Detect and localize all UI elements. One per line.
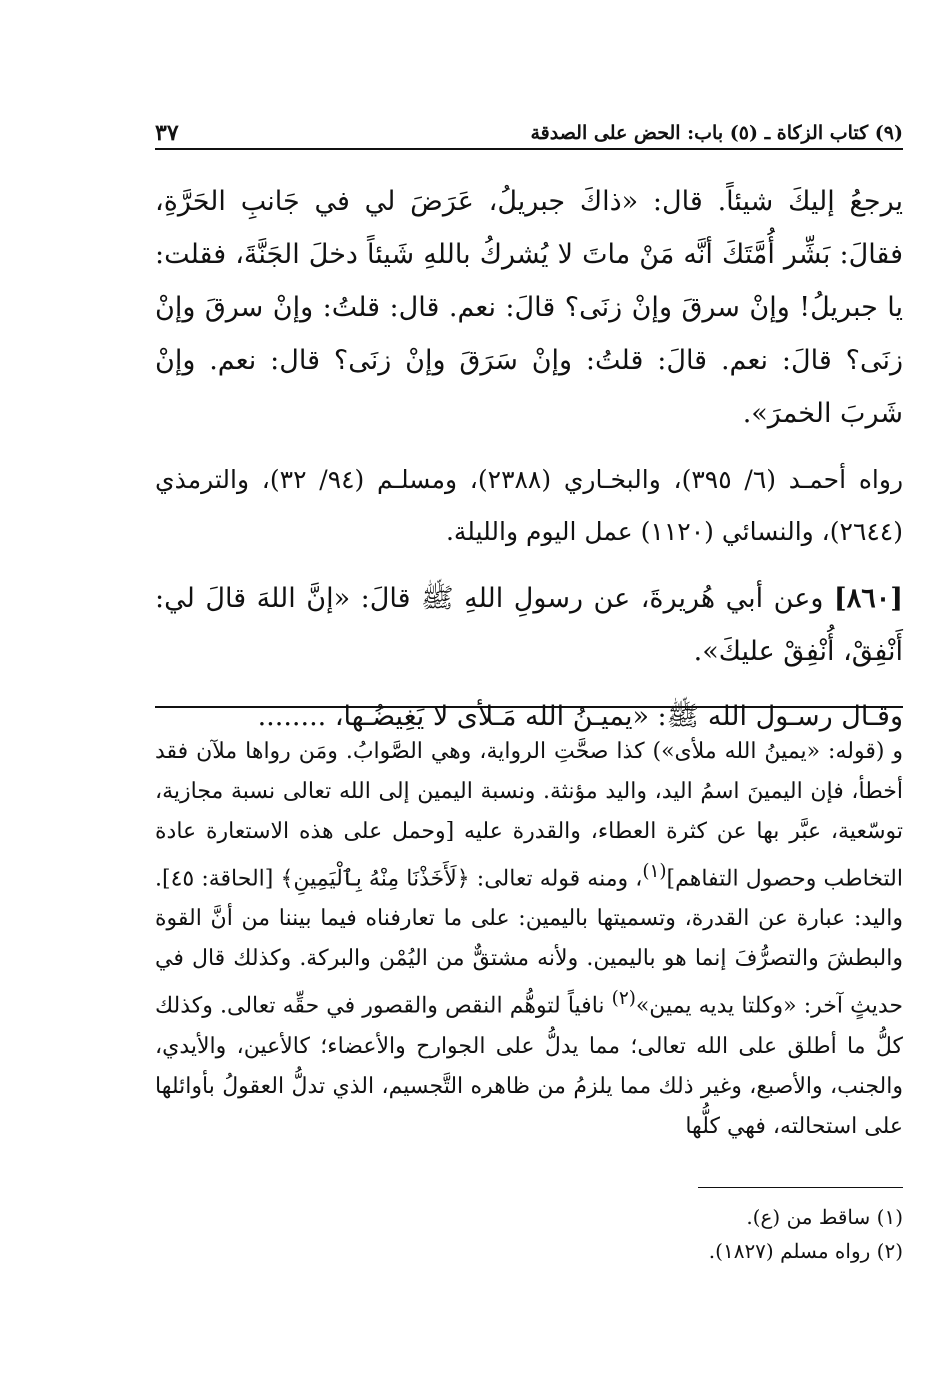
page-header [155,118,903,150]
footnote-rule [698,1187,903,1188]
hadith-source-citation: رواه أحمـد (٦/ ٣٩٥)، والبخـاري (٢٣٨٨)، ومسلـم (٩٤/ ٣٢)، والترمذي (٢٦٤٤)، والنسائي (١١٢٠) عمل اليوم والليلة. [155,465,904,546]
footnotes [155,1200,903,1268]
commentary-paragraph [155,732,903,1147]
hadith-number: [٨٦٠] [833,583,903,614]
main-text-block [155,175,903,743]
footnote-1: (١) ساقط من (ع). [746,1205,903,1229]
footnote-ref-2: (٢) [611,988,636,1010]
section-separator [155,706,903,708]
commentary-text-1: و (قوله: «يمينُ الله ملأى») كذا صحَّتِ الرواية، وهي الصَّوابُ. ومَن رواها ملآن فقد أخطأ، فإن اليمينَ اسمُ اليد، واليد مؤنثة. ونسبة اليمين إلى الله تعالى نسبة مجازية، توسّعية، عبَّر بها عن كثرة العطاء، والقدرة عليه [وحمل على هذه الاستعارة عادة التخاطب وحصول التفاهم] [155,739,903,892]
continued-hadith-line: وقـال رسـول الله ﷺ: «يميـنُ الله مَـلأى لا يَغِيضُـها، ........ [257,701,903,732]
hadith-body: وعن أبي هُريرةَ، عن رسولِ اللهِ ﷺ قالَ: «إنَّ اللهَ قالَ لي: أَنْفِقْ، أُنْفِقْ عليكَ». [155,583,903,667]
hadith-continuation-paragraph: يرجعُ إليكَ شيئاً. قال: «ذاكَ جبريلُ، عَرَضَ لي في جَانبِ الحَرَّةِ، فقالَ: بَشِّر أُمَّتَكَ أنَّه مَنْ ماتَ لا يُشركُ باللهِ شَيئاً دخلَ الجَنَّةَ، فقلت: يا جبريلُ! وإنْ سرقَ وإنْ زنَى؟ قالَ: نعم. قال: قلتُ: وإنْ سرقَ وإنْ زنَى؟ قالَ: نعم. قالَ: قلتُ: وإنْ سَرَقَ وإنْ زنَى؟ قال: نعم. وإنْ شَربَ الخمرَ». [155,186,903,429]
commentary-text-2: ، ومنه قوله تعالى: ﴿لَأَخَذْنَا مِنْهُ بِٱلْيَمِينِ﴾ [الحاقة: ٤٥]. واليد: عبارة عن القدرة، وتسميتها باليمين: على ما تعارفناه فيما بيننا من أنَّ القوة والبطشَ والتصرُّفَ إنما هو باليمين. ولأنه مشتقٌّ من اليُمْن والبركة. وكذلك قال في حديثٍ آخر: «وكلتا يديه يمين» [155,866,903,1019]
footnote-2: (٢) رواه مسلم (١٨٢٧). [708,1239,903,1263]
hadith-paragraph [155,572,903,678]
footnote-ref-1: (١) [642,861,667,882]
page-number: ٣٧ [155,120,179,146]
commentary-text-3: نافياً لتوهُّم النقص والقصور في حقِّه تعالى. وكذلك كلُّ ما أطلق على الله تعالى؛ مما يدلُّ على الجوارح والأعضاء؛ كالأعين، والأيدي، والجنب، والأصبع، وغير ذلك مما يلزمُ من ظاهره التَّجسيم، الذي تدلُّ العقولُ بأوائلها على استحالته، فهي كلُّها [155,993,903,1139]
running-title: (٩) كتاب الزكاة ـ (٥) باب: الحض على الصدقة [530,122,903,144]
